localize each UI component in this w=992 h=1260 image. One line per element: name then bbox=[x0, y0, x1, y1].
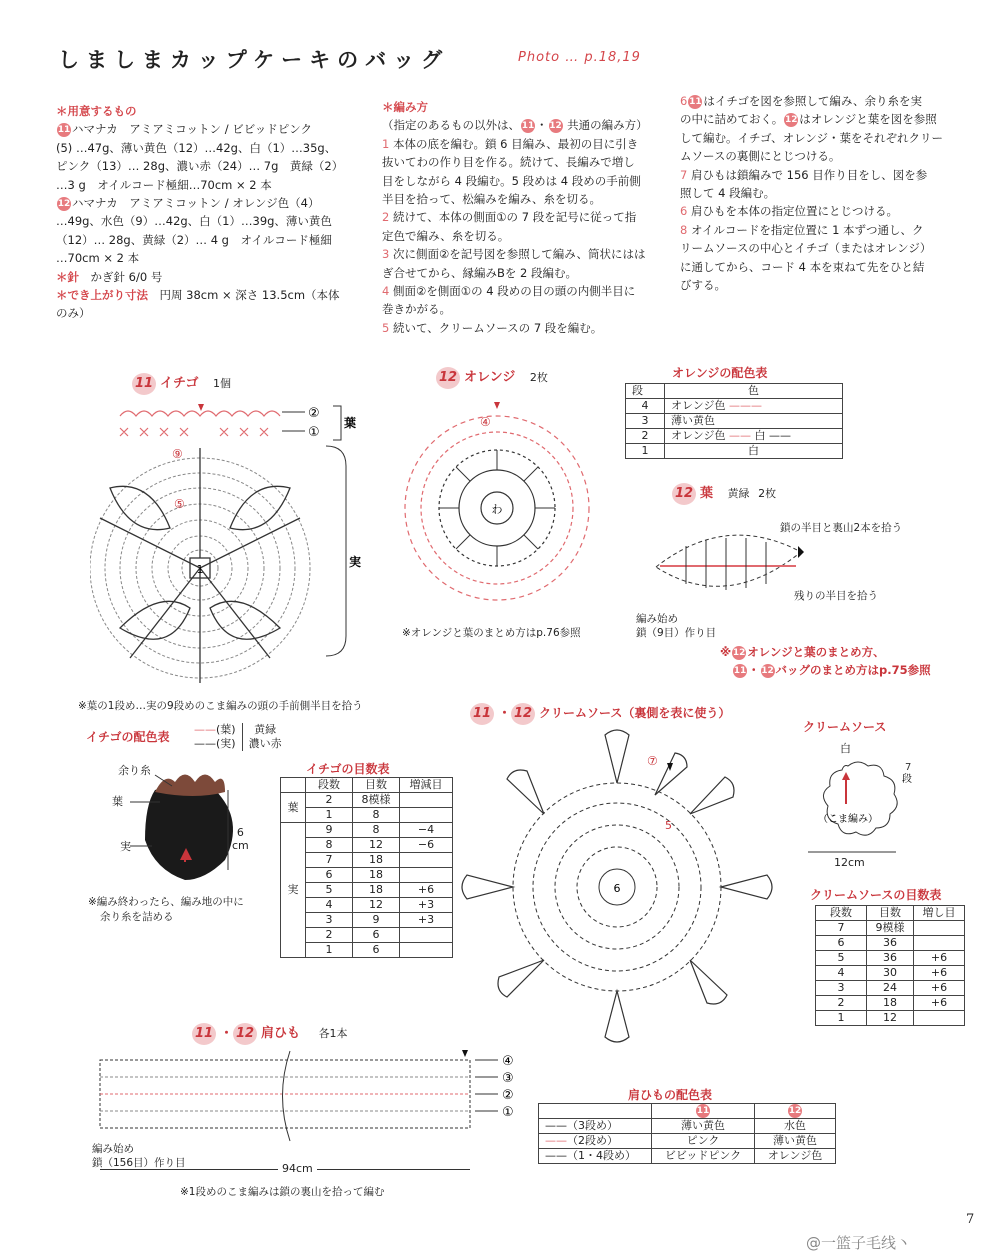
increase: −6 bbox=[400, 838, 453, 853]
table-header: 増減目 bbox=[400, 778, 453, 793]
increase: −4 bbox=[400, 823, 453, 838]
table-row bbox=[281, 823, 453, 838]
step-text: 抜いてわの作り目を作る。続けて、長編みで増し bbox=[382, 155, 635, 170]
num-12-badge: 12 bbox=[788, 1106, 802, 1116]
table-header: 増し目 bbox=[914, 906, 965, 921]
row-number: 7 bbox=[306, 853, 353, 868]
step-number: 3 bbox=[382, 247, 390, 262]
table-row bbox=[281, 868, 453, 883]
row-number: 4 bbox=[626, 399, 665, 414]
note-line: ※編み終わったら、編み地の中に bbox=[88, 896, 244, 908]
materials-11-line1: ハマナカ アミアミコットン / ビビッドピンク bbox=[72, 122, 313, 137]
num-11-badge: 11 bbox=[192, 1023, 216, 1045]
note-line: 余り糸を詰める bbox=[100, 911, 174, 923]
cream-count-table bbox=[815, 905, 965, 1026]
step-text: ぎ合せてから、縁編みBを 2 段編む。 bbox=[382, 265, 578, 280]
strawberry-title-text: イチゴ bbox=[160, 376, 199, 391]
size-value: 6 bbox=[236, 826, 244, 839]
row-number: 1 bbox=[626, 444, 665, 459]
table-row bbox=[626, 414, 843, 429]
step-text: 次に側面②を記号図を参照して編み、筒状にはは bbox=[389, 247, 646, 262]
step-text: ムソースの裏側にとじつける。 bbox=[680, 149, 841, 164]
leaf-label-figure: 葉 bbox=[112, 795, 123, 808]
strap-title bbox=[192, 1022, 348, 1045]
dot: ・ bbox=[498, 706, 512, 721]
center-label: 6 bbox=[613, 882, 621, 895]
stitch-count: 9模様 bbox=[867, 921, 914, 936]
finish-note-2: バッグのまとめ方はp.75参照 bbox=[775, 663, 931, 677]
row-number: 2 bbox=[816, 996, 867, 1011]
row-number: 4 bbox=[306, 898, 353, 913]
num-11-badge: 11 bbox=[733, 666, 747, 676]
strap-note: ※1段めのこま編みは鎖の裏山を拾って編む bbox=[180, 1186, 385, 1198]
table-row bbox=[816, 936, 965, 951]
table-row bbox=[281, 898, 453, 913]
row-number: 6 bbox=[816, 936, 867, 951]
table-row bbox=[281, 928, 453, 943]
group-label: 葉 bbox=[281, 793, 306, 823]
step-text: 半目を拾って、松編みを編み、糸を切る。 bbox=[382, 192, 601, 207]
page-number: 7 bbox=[966, 1212, 975, 1227]
num-12-badge: 12 bbox=[57, 199, 71, 210]
color-12: 薄い黄色 bbox=[755, 1134, 836, 1149]
strap-start bbox=[92, 1142, 186, 1170]
stitch-count: 6 bbox=[353, 943, 400, 958]
increase bbox=[400, 868, 453, 883]
materials-12-line2: …49g、水色（9）…42g、白（1）…39g、薄い黄色 bbox=[56, 214, 332, 229]
instructions-heading: ＊編み方 bbox=[382, 100, 428, 114]
stitch-count: 18 bbox=[353, 883, 400, 898]
strap-color-table bbox=[538, 1103, 836, 1164]
table-row bbox=[281, 838, 453, 853]
strap-row-3: ③ bbox=[502, 1071, 514, 1086]
color-12: オレンジ色 bbox=[755, 1149, 836, 1164]
num-11-badge: 11 bbox=[689, 97, 702, 107]
increase: +6 bbox=[914, 981, 965, 996]
fruit-label: 実 bbox=[349, 555, 362, 569]
leaf-start-1: 編み始め bbox=[636, 613, 678, 625]
cream-small-size: 12cm bbox=[834, 856, 865, 869]
increase bbox=[914, 921, 965, 936]
step-text: はイチゴを図を参照して編み、余り糸を実 bbox=[703, 94, 923, 108]
strawberry-size bbox=[232, 826, 249, 852]
row-number: 3 bbox=[816, 981, 867, 996]
finish-note: ※ 12 オレンジと葉のまとめ方、 11 ・ 12 バッグのまとめ方はp.75参照 bbox=[720, 645, 931, 677]
table-row bbox=[816, 981, 965, 996]
cream-small-rows: 7 bbox=[905, 762, 912, 773]
stitch-count: 12 bbox=[867, 1011, 914, 1026]
step-text: リームソースの中心とイチゴ（またはオレンジ） bbox=[680, 241, 932, 256]
table-header: 目数 bbox=[867, 906, 914, 921]
row-number: 9 bbox=[306, 823, 353, 838]
step-text: びする。 bbox=[680, 278, 726, 293]
orange-diagram bbox=[400, 398, 600, 618]
strawberry-count: 1個 bbox=[213, 377, 232, 390]
table-row bbox=[816, 996, 965, 1011]
photo-reference: Photo … p.18,19 bbox=[518, 50, 641, 65]
step-number: 7 bbox=[680, 167, 688, 182]
row-label: （3段め） bbox=[567, 1119, 618, 1132]
leaf-title-text: 葉 bbox=[700, 486, 714, 501]
cream-small-unit: 段 bbox=[902, 774, 912, 785]
leaf-note-1: 鎖の半目と裏山2本を拾う bbox=[780, 522, 903, 534]
round-5-label: ⑤ bbox=[174, 497, 185, 511]
row-number: 7 bbox=[816, 921, 867, 936]
cream-diagram bbox=[455, 725, 785, 1050]
strawberry-fig-note bbox=[88, 895, 244, 925]
num-12-badge: 12 bbox=[785, 115, 798, 126]
row-number: 2 bbox=[306, 793, 353, 808]
orange-color-table bbox=[625, 383, 843, 459]
leaf-row-1-label: ① bbox=[308, 425, 320, 440]
stitch-count: 18 bbox=[353, 853, 400, 868]
orange-title-text: オレンジ bbox=[464, 370, 516, 385]
instructions-intro: （指定のあるもの以外は、 bbox=[382, 118, 520, 133]
table-row bbox=[281, 883, 453, 898]
table-row bbox=[281, 808, 453, 823]
row-number: 5 bbox=[306, 883, 353, 898]
dot: ・ bbox=[536, 118, 548, 133]
row-number: 1 bbox=[816, 1011, 867, 1026]
ring-center-label: わ bbox=[491, 503, 503, 516]
orange-title bbox=[436, 366, 548, 389]
increase bbox=[400, 853, 453, 868]
step-text: 本体の底を編む。鎖 6 目編み、最初の目に引き bbox=[389, 136, 639, 151]
step-text: 側面②を側面①の 4 段めの目の頭の内側半目に bbox=[389, 284, 636, 299]
stitch-count: 36 bbox=[867, 936, 914, 951]
step-number: 6 bbox=[680, 94, 688, 108]
table-row bbox=[816, 921, 965, 936]
cream-title-text: クリームソース（裏側を表に使う） bbox=[539, 706, 731, 720]
step-text: 肩ひもを本体の指定位置にとじつける。 bbox=[687, 204, 898, 219]
size-heading: ＊でき上がり寸法 bbox=[56, 288, 148, 303]
round-7-label: ⑦ bbox=[647, 754, 658, 768]
orange-note: ※オレンジと葉のまとめ方はp.76参照 bbox=[402, 627, 581, 639]
orange-table-title: オレンジの配色表 bbox=[672, 366, 768, 380]
leaf-label: 葉 bbox=[344, 416, 357, 430]
thread-label: 余り糸 bbox=[118, 764, 151, 777]
step-text: 定色で編み、糸を切る。 bbox=[382, 228, 510, 243]
strap-length: 94cm bbox=[278, 1162, 317, 1175]
table-row bbox=[816, 966, 965, 981]
row-number: 1 bbox=[306, 808, 353, 823]
increase bbox=[914, 1011, 965, 1026]
table-row bbox=[281, 853, 453, 868]
dot: ・ bbox=[748, 663, 760, 677]
table-row bbox=[816, 1011, 965, 1026]
orange-count: 2枚 bbox=[529, 371, 548, 384]
materials-11-line2: (5) …47g、薄い黄色（12）…42g、白（1）…35g、 bbox=[56, 140, 337, 155]
strawberry-table-title: イチゴの目数表 bbox=[306, 762, 390, 776]
round-1-label: 1 bbox=[196, 563, 204, 576]
table-row: 2 オレンジ色 —— 白 —— bbox=[626, 429, 843, 444]
stitch-count: 18 bbox=[353, 868, 400, 883]
size-text-2: のみ） bbox=[56, 306, 91, 321]
round-9-label: ⑨ bbox=[172, 447, 183, 461]
num-12-badge: 12 bbox=[233, 1023, 257, 1045]
strawberry-figure bbox=[110, 760, 260, 890]
step-text: の中に詰めておく。 bbox=[680, 112, 784, 127]
strap-count: 各1本 bbox=[318, 1027, 348, 1040]
num-12-badge: 12 bbox=[511, 703, 535, 725]
table-header: 段数 bbox=[306, 778, 353, 793]
step-text: に通してから、コード 4 本を束ねて先をひと結 bbox=[680, 259, 925, 274]
color-12: 水色 bbox=[755, 1119, 836, 1134]
leaf-start-2: 鎖（9目）作り目 bbox=[636, 627, 717, 639]
step-text: 続いて、クリームソースの 7 段を編む。 bbox=[389, 320, 603, 335]
step-number: 6 bbox=[680, 204, 688, 219]
step-text: して編む。イチゴ、オレンジ・葉をそれぞれクリー bbox=[680, 130, 944, 145]
color-name: 黄緑 bbox=[242, 723, 288, 737]
table-row: ——（3段め） 薄い黄色 水色 bbox=[539, 1119, 836, 1134]
strap-start-1: 編み始め bbox=[92, 1143, 134, 1155]
instructions-intro-end: 共通の編み方） bbox=[563, 118, 648, 133]
strap-row-2: ② bbox=[502, 1088, 514, 1103]
strap-row-1: ① bbox=[502, 1105, 514, 1120]
increase: +3 bbox=[400, 898, 453, 913]
increase bbox=[400, 943, 453, 958]
num-12-badge: 12 bbox=[761, 666, 774, 676]
row-number: 2 bbox=[306, 928, 353, 943]
strawberry-note: ※葉の1段め…実の9段めのこま編みの頭の手前側半目を拾う bbox=[78, 700, 363, 712]
materials-heading: ＊用意するもの bbox=[56, 104, 137, 118]
cream-small-color: 白 bbox=[840, 742, 851, 755]
strawberry-count-table bbox=[280, 777, 453, 958]
row-number: 5 bbox=[816, 951, 867, 966]
row-number: 6 bbox=[306, 868, 353, 883]
table-row bbox=[816, 951, 965, 966]
stitch-count: 12 bbox=[353, 838, 400, 853]
color-11: ピンク bbox=[652, 1134, 755, 1149]
fruit-label-figure: 実 bbox=[120, 840, 131, 853]
leaf-count: 2枚 bbox=[758, 487, 777, 500]
round-4-label: ④ bbox=[480, 415, 491, 429]
cream-table-title: クリームソースの目数表 bbox=[810, 888, 942, 902]
row-number: 3 bbox=[306, 913, 353, 928]
increase: +6 bbox=[914, 951, 965, 966]
num-11-badge: 11 bbox=[132, 373, 156, 395]
leaf-row-2-label: ② bbox=[308, 406, 320, 421]
color-name: オレンジ色 bbox=[671, 399, 726, 412]
table-header: 色 bbox=[665, 384, 843, 399]
strap-title-text: 肩ひも bbox=[261, 1026, 301, 1041]
table-row bbox=[281, 943, 453, 958]
stitch-count: 9 bbox=[353, 913, 400, 928]
stitch-count: 8 bbox=[353, 823, 400, 838]
needle-text: かぎ針 6/0 号 bbox=[90, 269, 163, 284]
color-name: 薄い黄色 bbox=[665, 414, 843, 429]
step-text: 続けて、本体の側面①の 7 段を記号に従って指 bbox=[389, 210, 637, 225]
table-row bbox=[281, 913, 453, 928]
stitch-count: 24 bbox=[867, 981, 914, 996]
num-12-badge: 12 bbox=[672, 483, 696, 505]
instructions-section bbox=[382, 98, 667, 337]
num-12-badge: 12 bbox=[436, 367, 460, 389]
start-marker bbox=[198, 404, 204, 411]
row-label: （1・4段め） bbox=[567, 1149, 636, 1162]
stitch-count: 12 bbox=[353, 898, 400, 913]
part-name: (葉) bbox=[216, 723, 236, 736]
materials-12-line1: ハマナカ アミアミコットン / オレンジ色（4） bbox=[72, 196, 320, 211]
leaf-start bbox=[636, 612, 716, 640]
group-label: 実 bbox=[281, 823, 306, 958]
step-number: 8 bbox=[680, 222, 688, 237]
color-11: 薄い黄色 bbox=[652, 1119, 755, 1134]
num-11-badge: 11 bbox=[57, 125, 71, 136]
step-text: 肩ひもは鎖編みで 156 目作り目をし、図を参 bbox=[687, 167, 928, 182]
increase bbox=[400, 793, 453, 808]
step-text: 目をしながら 4 段編む。5 段めは 4 段めの手前側 bbox=[382, 173, 641, 188]
needle-heading: ＊針 bbox=[56, 269, 79, 284]
step-number: 2 bbox=[382, 210, 390, 225]
increase: +3 bbox=[400, 913, 453, 928]
stitch-count: 8 bbox=[353, 808, 400, 823]
stitch-count: 6 bbox=[353, 928, 400, 943]
strawberry-color-title: イチゴの配色表 bbox=[86, 730, 170, 744]
cream-small-center: （こま編み） bbox=[818, 814, 878, 825]
leaf-note-2: 残りの半目を拾う bbox=[794, 590, 878, 602]
part-name: (実) bbox=[216, 737, 236, 750]
leaf-rows bbox=[120, 411, 280, 436]
dot: ・ bbox=[220, 1026, 234, 1041]
instructions-section-2 bbox=[680, 92, 970, 294]
table-row bbox=[281, 793, 453, 808]
num-12-badge: 12 bbox=[549, 121, 562, 132]
step-text: 照して 4 段編む。 bbox=[680, 186, 776, 201]
cream-small-diagram bbox=[800, 756, 920, 856]
row-number: 1 bbox=[306, 943, 353, 958]
strap-diagram bbox=[90, 1046, 530, 1146]
step-number: 5 bbox=[382, 320, 390, 335]
table-row: ——（1・4段め） ビビッドピンク オレンジ色 bbox=[539, 1149, 836, 1164]
materials-11-line3: ピンク（13）… 28g、濃い赤（24）… 7g 黄緑（2） bbox=[56, 159, 344, 174]
step-text: 巻きかがる。 bbox=[382, 302, 451, 317]
strawberry-title bbox=[132, 372, 231, 395]
step-text: オイルコードを指定位置に 1 本ずつ通し、ク bbox=[687, 222, 924, 237]
row-number: 4 bbox=[816, 966, 867, 981]
materials-12-line3: （12）… 28g、黄緑（2）… 4 g オイルコード極細 bbox=[56, 232, 332, 247]
page-title: しましまカップケーキのバッグ bbox=[58, 48, 450, 72]
increase: +6 bbox=[914, 996, 965, 1011]
size-unit: cm bbox=[232, 839, 249, 852]
table-row: ——（2段め） ピンク 薄い黄色 bbox=[539, 1134, 836, 1149]
color-name-2: 白 bbox=[754, 429, 766, 442]
increase bbox=[400, 928, 453, 943]
row-number: 2 bbox=[626, 429, 665, 444]
strap-row-4: ④ bbox=[502, 1054, 514, 1069]
step-number: 1 bbox=[382, 136, 390, 151]
leaf-title bbox=[672, 482, 776, 505]
num-11-badge: 11 bbox=[470, 703, 494, 725]
materials-12-line4: …70cm × 2 本 bbox=[56, 251, 140, 266]
increase bbox=[400, 808, 453, 823]
num-12-badge: 12 bbox=[732, 648, 746, 658]
finish-note-1: オレンジと葉のまとめ方、 bbox=[747, 645, 885, 659]
strawberry-diagram bbox=[90, 398, 370, 693]
color-11: ビビッドピンク bbox=[652, 1149, 755, 1164]
num-11-badge: 11 bbox=[521, 121, 535, 132]
strawberry-color-table bbox=[188, 723, 288, 751]
table-row: 4 オレンジ色 ——— bbox=[626, 399, 843, 414]
row-number: 8 bbox=[306, 838, 353, 853]
stitch-count: 8模様 bbox=[353, 793, 400, 808]
step-number: 4 bbox=[382, 284, 390, 299]
row-label: （2段め） bbox=[567, 1134, 618, 1147]
table-row: ——(実) 濃い赤 bbox=[188, 737, 288, 751]
table-row: ——(葉) 黄緑 bbox=[188, 723, 288, 737]
watermark: @一篮子毛线丶 bbox=[806, 1234, 912, 1252]
table-row bbox=[626, 444, 843, 459]
table-header: 段 bbox=[626, 384, 665, 399]
size-text: 円周 38cm × 深さ 13.5cm（本体 bbox=[159, 288, 340, 303]
materials-section bbox=[56, 102, 356, 323]
table-header: 段数 bbox=[816, 906, 867, 921]
stitch-count: 30 bbox=[867, 966, 914, 981]
increase bbox=[914, 936, 965, 951]
num-11-badge: 11 bbox=[696, 1106, 710, 1116]
stitch-count: 18 bbox=[867, 996, 914, 1011]
color-name: 白 bbox=[665, 444, 843, 459]
row-number: 3 bbox=[626, 414, 665, 429]
strap-start-2: 鎖（156目）作り目 bbox=[92, 1157, 186, 1169]
stitch-count: 36 bbox=[867, 951, 914, 966]
materials-11-line4: …3 g オイルコード極細…70cm × 2 本 bbox=[56, 177, 272, 192]
leaf-color: 黄緑 bbox=[727, 487, 750, 500]
color-name: オレンジ色 bbox=[671, 429, 726, 442]
increase: +6 bbox=[914, 966, 965, 981]
table-header: 目数 bbox=[353, 778, 400, 793]
strap-table-title: 肩ひもの配色表 bbox=[628, 1088, 713, 1102]
cream-title bbox=[470, 702, 730, 725]
increase: +6 bbox=[400, 883, 453, 898]
color-name: 濃い赤 bbox=[242, 737, 288, 751]
round-5-label: 5 bbox=[665, 819, 672, 832]
cream-small-title: クリームソース bbox=[803, 720, 887, 734]
step-text: はオレンジと葉を図を参照 bbox=[799, 112, 937, 127]
